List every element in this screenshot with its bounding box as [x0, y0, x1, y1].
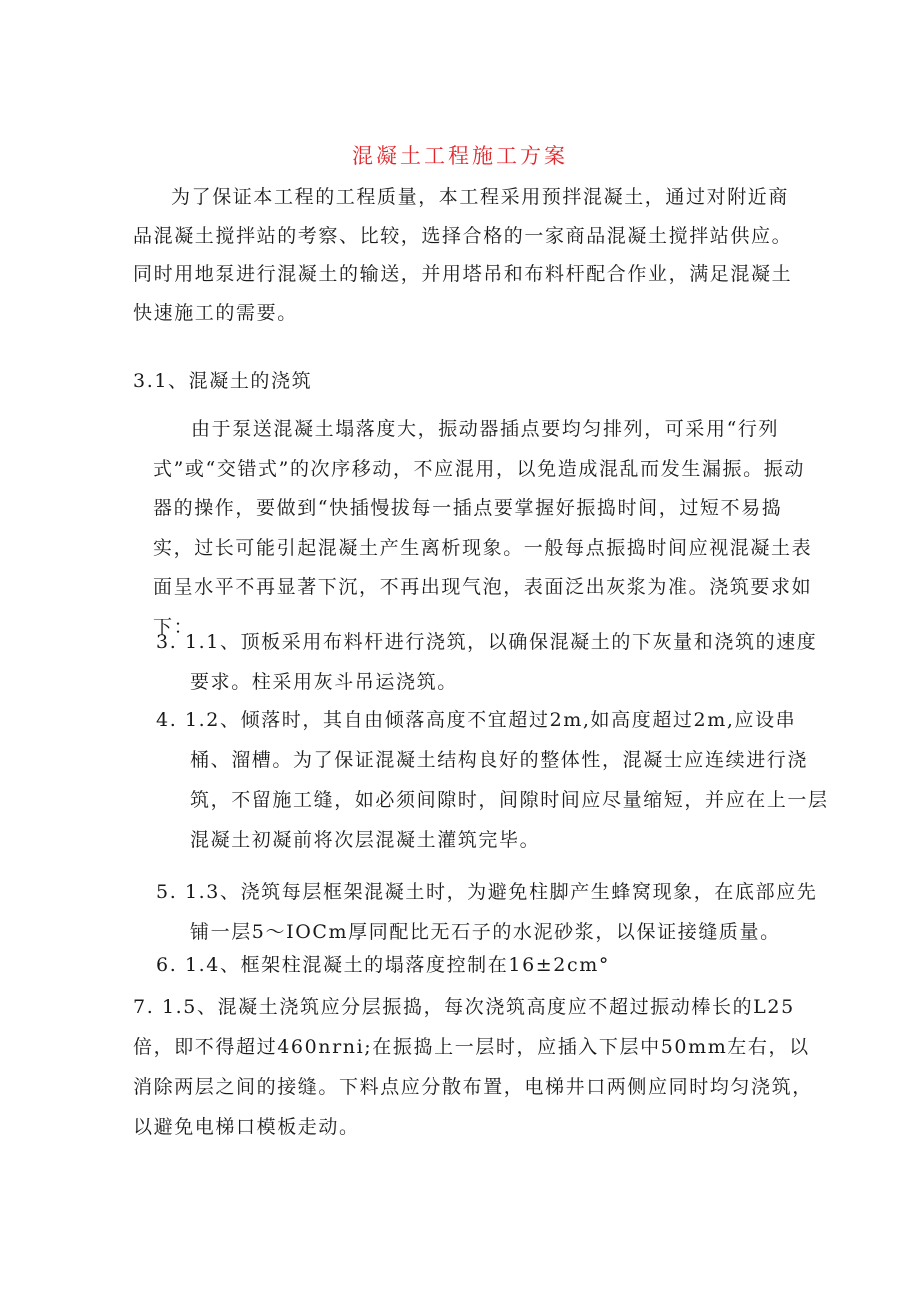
- list-item-3-1-5: [133, 987, 824, 1147]
- list-item-3-1-4: 6. 1.4、框架柱混凝土的塌落度控制在16±2cm°: [156, 954, 610, 976]
- document-title: 混凝土工程施工方案: [352, 144, 568, 168]
- intro-paragraph: 为了保证本工程的工程质量，本工程采用预拌混凝土，通过对附近商品混凝土搅拌站的考察、比较，选择合格的一家商品混凝土搅拌站供应。同时用地泵进行混凝土的输送，并用塔吊和布料杆配合作业，满足混凝土快速施工的需要。: [133, 186, 793, 324]
- list-item-3-1-1: 3. 1.1、顶板采用布料杆进行浇筑，以确保混凝土的下灰量和浇筑的速度要求。柱采用灰斗吊运浇筑。: [156, 631, 818, 693]
- list-item-3-1-3: 5. 1.3、浇筑每层框架混凝土时，为避免柱脚产生蜂窝现象，在底部应先铺一层5～IOCm厚同配比无石子的水泥砂浆，以保证接缝质量。: [156, 881, 818, 943]
- section-heading: 3.1、混凝土的浇筑: [133, 370, 313, 392]
- list-item-3-1-5-text: 7. 1.5、混凝土浇筑应分层振捣，每次浇筑高度应不超过振动棒长的L25倍，即不得超过460nrni;在振捣上一层时，应插入下层中50mm左右，以消除两层之间的接缝。下料点应分散布置，电梯井口两侧应同时均匀浇筑，以避免电梯口模板走动。: [133, 996, 813, 1138]
- list-item-3-1-2: 4. 1.2、倾落时，其自由倾落高度不宜超过2m,如高度超过2m,应设串桶、溜槽。为了保证混凝土结构良好的整体性，混凝士应连续进行浇筑，不留施工缝，如必须间隙时，间隙时间应尽量缩短，并应在上一层混凝土初凝前将次层混凝土灌筑完毕。: [156, 709, 829, 851]
- section-description: 由于泵送混凝土塌落度大，振动器插点要均匀排列，可采用“行列式”或“交错式”的次序移动，不应混用，以免造成混乱而发生漏振。振动器的操作，要做到“快插慢拔每一插点要掌握好振捣时间，过短不易捣实，过长可能引起混凝土产生离析现象。一般每点振捣时间应视混凝土表面呈水平不再显著下沉，不再出现气泡，表面泛出灰浆为准。浇筑要求如下：: [153, 418, 813, 638]
